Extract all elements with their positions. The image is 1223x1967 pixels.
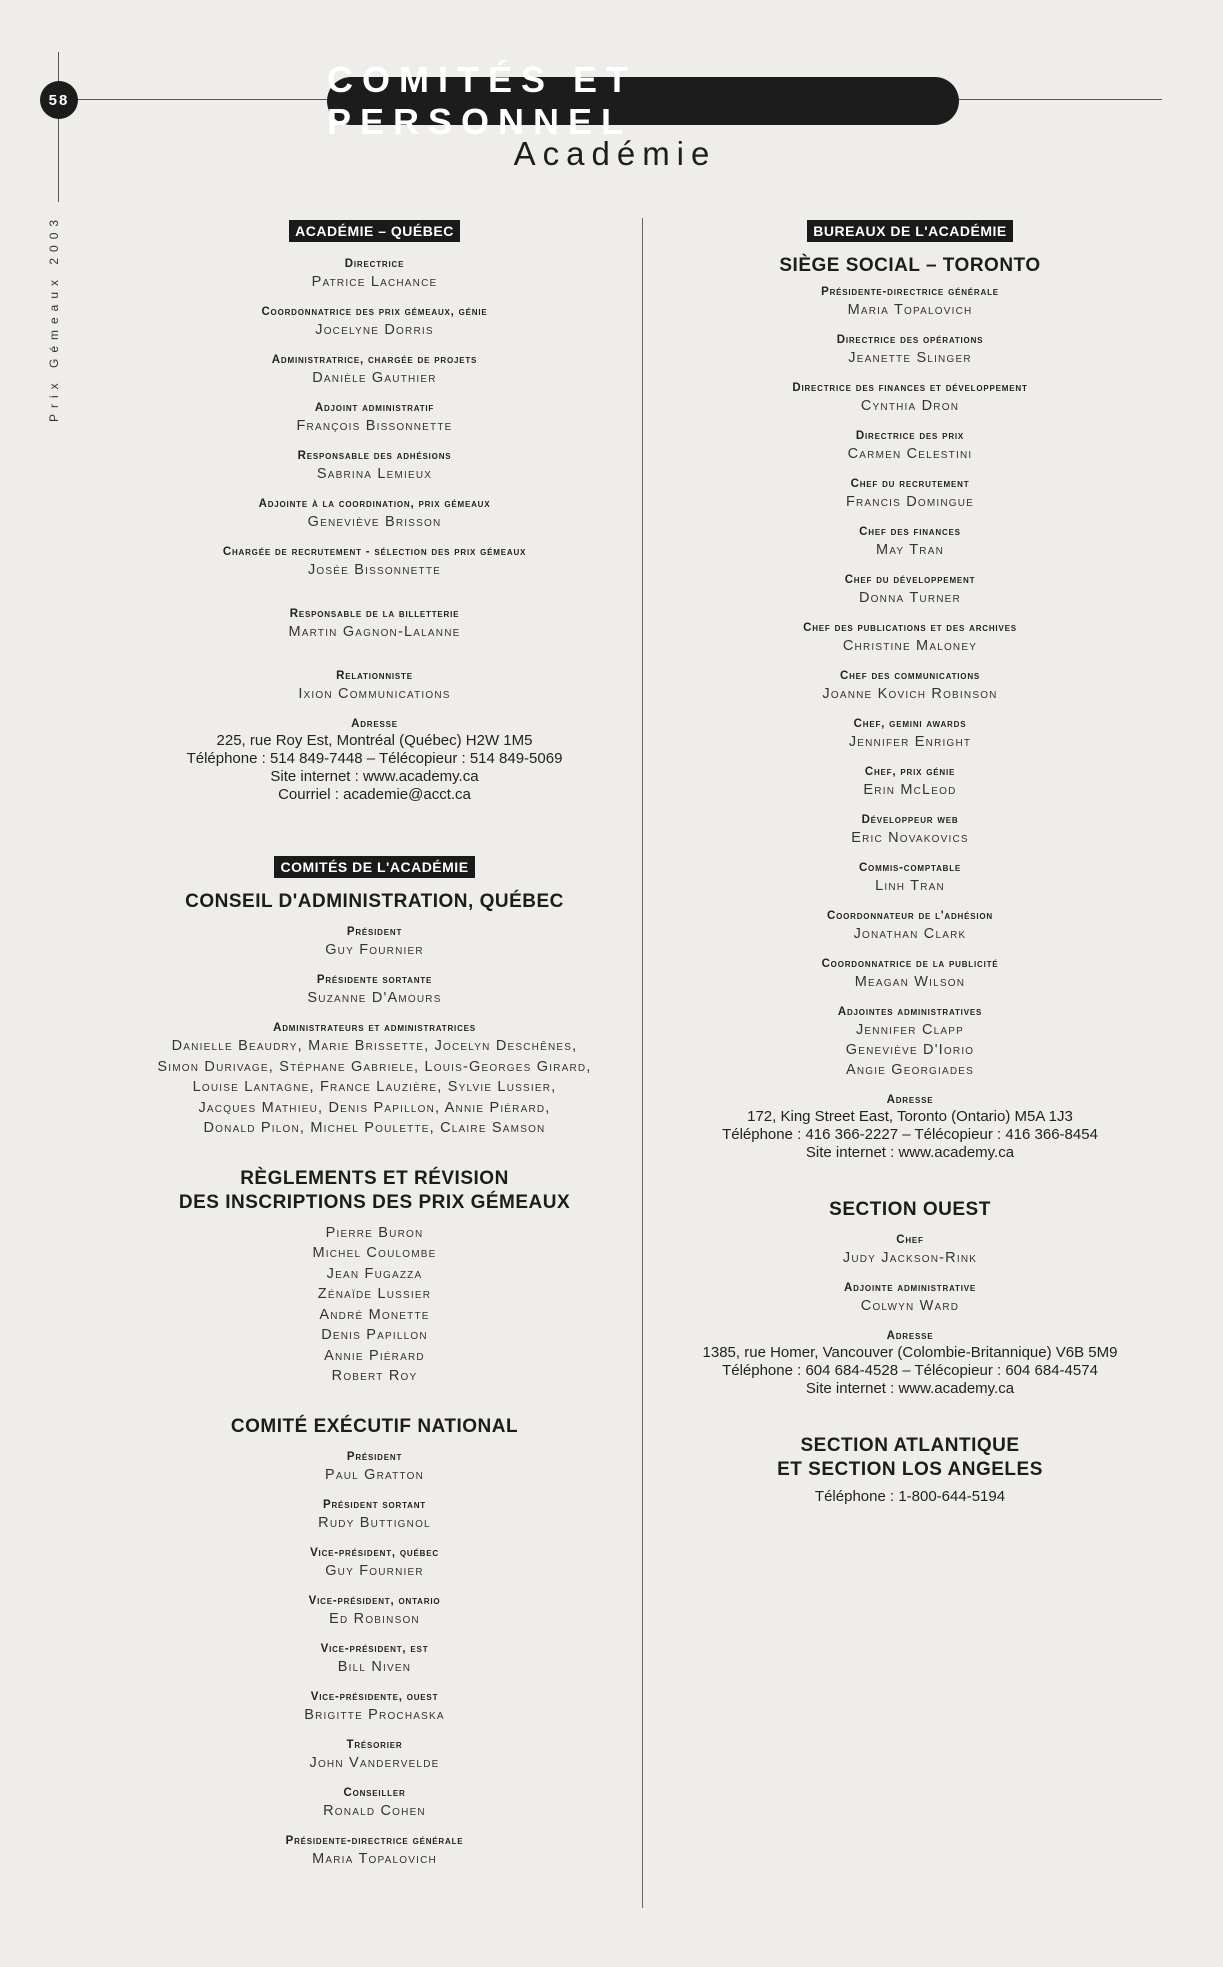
staff-entry (660, 716, 1160, 752)
staff-entry (660, 908, 1160, 944)
admins-block (112, 1020, 637, 1139)
staff-name: Francis Domingue (845, 494, 975, 510)
staff-role: Directrice des prix (855, 430, 965, 442)
staff-entry (660, 1280, 1160, 1316)
page-title: COMITÉS ET PERSONNEL (327, 77, 959, 125)
quebec-tag: ACADÉMIE – QUÉBEC (289, 220, 460, 242)
staff-role: Chef du recrutement (850, 478, 970, 490)
staff-role: Coordonnatrice des prix gémeaux, génie (261, 306, 488, 318)
staff-role: Chef des publications et des archives (803, 622, 1017, 634)
staff-name: Joanne Kovich Robinson (822, 686, 998, 702)
atlantique-section (660, 1434, 1160, 1506)
address-line: 172, King Street East, Toronto (Ontario) M5A 1J3 (747, 1108, 1073, 1125)
staff-role: Directrice (344, 258, 405, 270)
address-line: 225, rue Roy Est, Montréal (Québec) H2W 1M5 (216, 732, 533, 749)
staff-entry (112, 1689, 637, 1725)
address-block (660, 1092, 1160, 1162)
staff-role: Coordonnateur de l'adhésion (827, 910, 993, 922)
staff-role: Directrice des finances et développement (792, 382, 1028, 394)
staff-role: Présidente sortante (316, 974, 433, 986)
staff-role: Adjointes administratives (837, 1006, 983, 1018)
staff-role: Vice-président, québec (310, 1546, 439, 1559)
staff-entry (660, 476, 1160, 512)
staff-name: Maria Topalovich (847, 302, 973, 318)
page-subtitle: Académie (513, 135, 717, 172)
staff-entry (660, 428, 1160, 464)
staff-entry (112, 352, 637, 388)
staff-name: Josée Bissonnette (307, 562, 442, 578)
rules-title: RÈGLEMENTS ET RÉVISION (240, 1167, 509, 1189)
staff-entry (660, 860, 1160, 896)
exec-title: COMITÉ EXÉCUTIF NATIONAL (230, 1415, 519, 1437)
website-line: Site internet : www.academy.ca (805, 1380, 1015, 1397)
staff-entry (660, 284, 1160, 320)
address-line: 1385, rue Homer, Vancouver (Colombie-Britannique) V6B 5M9 (702, 1344, 1118, 1361)
address-block (660, 1328, 1160, 1398)
staff-role: Responsable des adhésions (297, 450, 452, 462)
staff-name: Bill Niven (337, 1658, 412, 1675)
staff-entry (112, 1785, 637, 1821)
staff-name: Christine Maloney (842, 638, 978, 654)
staff-name: Ixion Communications (298, 686, 451, 702)
admins-line: Donald Pilon, Michel Poulette, Claire Samson (203, 1120, 546, 1136)
column-divider (642, 218, 643, 1908)
staff-role: Adjointe administrative (844, 1282, 976, 1294)
page-number: 58 (40, 81, 78, 119)
staff-name: Colwyn Ward (860, 1298, 960, 1314)
staff-entry (112, 972, 637, 1008)
member-name: Pierre Buron (325, 1224, 424, 1241)
staff-role: Président sortant (323, 1498, 426, 1511)
staff-entry (112, 1497, 637, 1533)
side-running-text: Prix Gémeaux 2003 (47, 213, 61, 422)
staff-name: Brigitte Prochaska (304, 1706, 445, 1723)
staff-role: Président (346, 1450, 403, 1463)
phone-line: Téléphone : 416 366-2227 – Télécopieur : 416 366-8454 (722, 1126, 1098, 1143)
staff-entry (660, 380, 1160, 416)
staff-entry (112, 1641, 637, 1677)
rules-title: DES INSCRIPTIONS DES PRIX GÉMEAUX (178, 1191, 571, 1213)
admins-line: Danielle Beaudry, Marie Brissette, Jocelyn Deschênes, (171, 1038, 578, 1054)
staff-role: Vice-présidente, ouest (310, 1690, 439, 1703)
staff-name: Geneviève Brisson (307, 514, 442, 530)
staff-role: Directrice des opérations (836, 334, 984, 346)
website-line: Site internet : www.academy.ca (805, 1144, 1015, 1161)
toronto-title: SIÈGE SOCIAL – TORONTO (779, 255, 1041, 276)
staff-name: Patrice Lachance (311, 274, 438, 290)
staff-role: Présidente-directrice générale (821, 286, 999, 298)
staff-entry (660, 620, 1160, 656)
staff-name: Ed Robinson (329, 1610, 420, 1627)
staff-entry (112, 544, 637, 580)
staff-name: Danièle Gauthier (312, 370, 437, 386)
staff-entry (112, 1545, 637, 1581)
atlantique-title: ET SECTION LOS ANGELES (777, 1459, 1043, 1480)
committees-section (112, 856, 637, 1869)
staff-name: Angie Georgiades (845, 1062, 975, 1078)
quebec-section (112, 220, 637, 804)
staff-role: Chef, prix génie (864, 766, 956, 778)
member-name: Jean Fugazza (326, 1265, 423, 1282)
staff-name: Ronald Cohen (323, 1802, 426, 1819)
staff-entry (660, 956, 1160, 992)
member-name: Annie Piérard (324, 1347, 425, 1364)
staff-entry (112, 400, 637, 436)
staff-role: Président (346, 926, 403, 938)
staff-role: Coordonnatrice de la publicité (821, 958, 999, 970)
staff-entry (660, 1232, 1160, 1268)
staff-role: Chef (896, 1234, 924, 1246)
phone-line: Téléphone : 1-800-644-5194 (814, 1488, 1006, 1505)
address-label: Adresse (886, 1094, 934, 1106)
exec-section (112, 1415, 637, 1869)
committees-tag: COMITÉS DE L'ACADÉMIE (274, 856, 474, 878)
member-name: Zénaïde Lussier (317, 1286, 432, 1302)
address-label: Adresse (886, 1330, 934, 1342)
staff-name: Jonathan Clark (853, 926, 967, 942)
staff-name: Guy Fournier (325, 942, 424, 958)
staff-entry (112, 1449, 637, 1485)
staff-entry (112, 304, 637, 340)
staff-role: Chef des communications (839, 670, 981, 682)
staff-role: Vice-président, est (320, 1642, 429, 1655)
staff-name: François Bissonnette (296, 418, 453, 434)
staff-role: Développeur web (861, 814, 959, 826)
adjointes-block (660, 1004, 1160, 1080)
admins-role: Administrateurs et administratrices (273, 1022, 476, 1034)
member-name: Michel Coulombe (312, 1245, 437, 1261)
staff-entry (660, 524, 1160, 560)
staff-role: Administratrice, chargée de projets (271, 354, 478, 366)
staff-role: Adjoint administratif (314, 402, 435, 414)
staff-entry (660, 572, 1160, 608)
admins-line: Simon Durivage, Stéphane Gabriele, Louis-Georges Girard, (157, 1058, 592, 1075)
address-label: Adresse (351, 718, 398, 730)
staff-name: Erin McLeod (863, 782, 957, 798)
staff-name: Jeanette Slinger (848, 350, 972, 366)
phone-line: Téléphone : 604 684-4528 – Télécopieur : 604 684-4574 (722, 1362, 1098, 1379)
staff-name: Maria Topalovich (312, 1850, 437, 1867)
staff-name: May Tran (875, 542, 944, 558)
staff-role: Chef des finances (859, 526, 961, 538)
member-name: André Monette (319, 1306, 430, 1323)
staff-name: Sabrina Lemieux (316, 466, 433, 482)
staff-entry (112, 256, 637, 292)
staff-name: Jocelyne Dorris (315, 322, 434, 338)
staff-entry (112, 1593, 637, 1629)
staff-entry (660, 332, 1160, 368)
staff-entry (112, 1737, 637, 1773)
staff-role: Commis-comptable (858, 862, 962, 874)
staff-role: Présidente-directrice générale (285, 1834, 464, 1847)
staff-role: Chef, gemini awards (853, 718, 967, 730)
staff-role: Chef du développement (844, 574, 976, 586)
staff-name: Geneviève D'Iorio (845, 1042, 975, 1058)
staff-name: Judy Jackson-Rink (842, 1250, 978, 1266)
staff-entry (660, 668, 1160, 704)
staff-name: Cynthia Dron (860, 398, 960, 414)
staff-name: Donna Turner (859, 590, 961, 606)
staff-role: Vice-président, ontario (308, 1594, 441, 1607)
board-title: CONSEIL D'ADMINISTRATION, QUÉBEC (185, 891, 564, 912)
staff-name: Jennifer Clapp (855, 1022, 964, 1038)
website-line: Site internet : www.academy.ca (270, 768, 479, 785)
staff-name: John Vandervelde (309, 1754, 440, 1771)
rules-names (112, 1223, 637, 1387)
phone-line: Téléphone : 514 849-7448 – Télécopieur : 514 849-5069 (186, 750, 563, 767)
staff-role: Responsable de la billetterie (289, 608, 460, 620)
ouest-section (660, 1198, 1160, 1398)
staff-entry (112, 496, 637, 532)
admins-line: Louise Lantagne, France Lauzière, Sylvie Lussier, (192, 1079, 557, 1095)
staff-role: Chargée de recrutement - sélection des prix gémeaux (222, 546, 527, 558)
staff-name: Linh Tran (875, 878, 945, 894)
email-line: Courriel : academie@acct.ca (278, 786, 471, 803)
staff-name: Meagan Wilson (854, 974, 966, 990)
staff-role: Trésorier (346, 1738, 403, 1751)
staff-entry (112, 924, 637, 960)
staff-name: Carmen Celestini (847, 446, 973, 462)
staff-entry (660, 812, 1160, 848)
staff-role: Conseiller (343, 1786, 406, 1799)
staff-name: Suzanne D'Amours (307, 990, 442, 1006)
member-name: Denis Papillon (321, 1327, 428, 1343)
staff-entry (660, 764, 1160, 800)
staff-role: Relationniste (336, 670, 413, 682)
staff-name: Jennifer Enright (848, 734, 972, 750)
staff-entry (112, 668, 637, 704)
staff-name: Eric Novakovics (851, 830, 969, 846)
staff-name: Paul Gratton (324, 1466, 425, 1483)
address-block (112, 716, 637, 804)
staff-name: Rudy Buttignol (318, 1514, 431, 1531)
offices-tag: BUREAUX DE L'ACADÉMIE (807, 220, 1013, 242)
left-column (112, 220, 637, 1869)
rules-section (112, 1167, 637, 1387)
staff-name: Guy Fournier (325, 1562, 424, 1579)
ouest-title: SECTION OUEST (829, 1199, 991, 1220)
member-name: Robert Roy (331, 1368, 418, 1384)
staff-name: Martin Gagnon-Lalanne (288, 624, 461, 640)
staff-role: Adjointe à la coordination, prix gémeaux (258, 498, 491, 510)
atlantique-title: SECTION ATLANTIQUE (800, 1435, 1020, 1456)
staff-entry (112, 448, 637, 484)
staff-entry (112, 606, 637, 642)
staff-entry (112, 1833, 637, 1869)
right-column (660, 220, 1160, 1506)
admins-line: Jacques Mathieu, Denis Papillon, Annie Piérard, (198, 1099, 551, 1116)
margin-rule (58, 52, 59, 202)
